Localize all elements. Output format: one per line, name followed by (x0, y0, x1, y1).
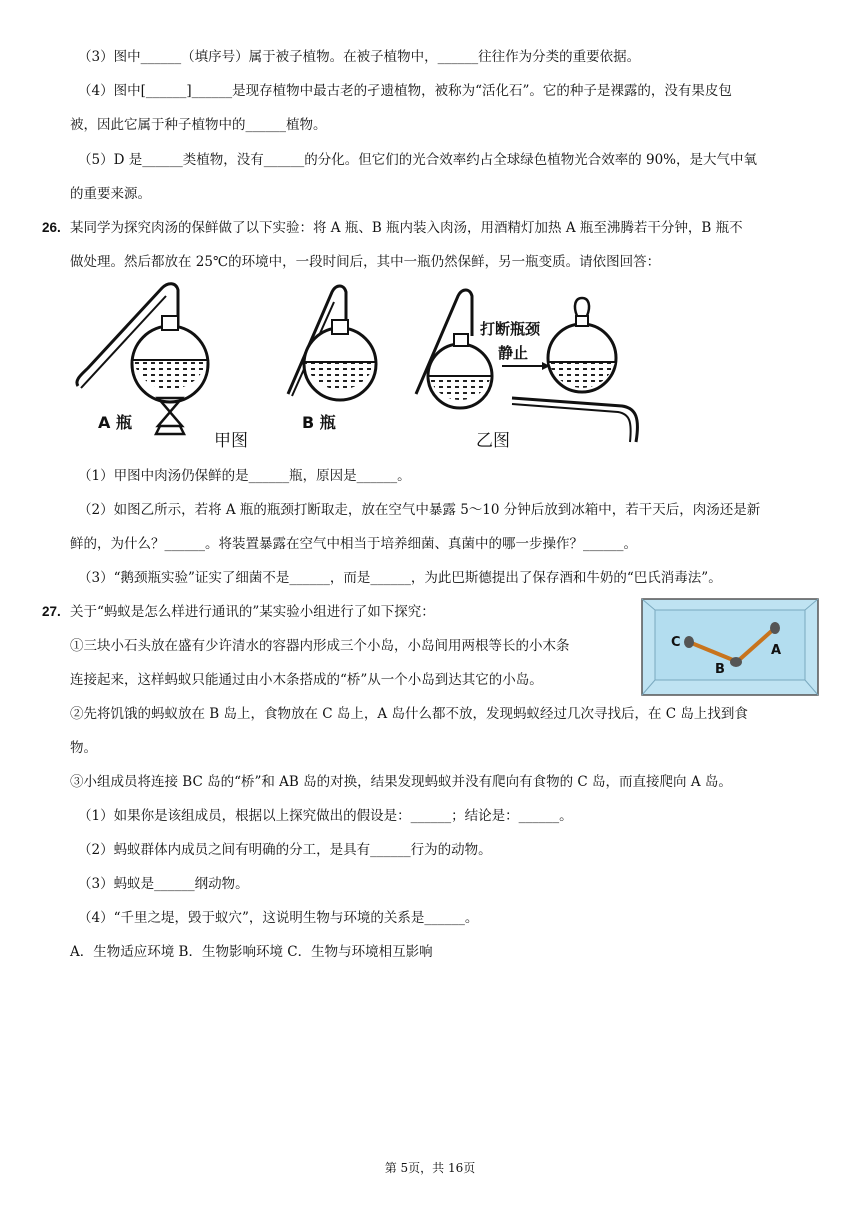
island-a (770, 622, 780, 634)
flask-b (288, 286, 376, 400)
arrow-label-line1: 打断瓶颈 (480, 320, 541, 338)
caption-jia-figure: 甲图 (214, 431, 248, 450)
label-flask-a: A 瓶 (98, 413, 132, 432)
q27-part1: （1）如果你是该组成员，根据以上探究做出的假设是：______；结论是：______。 (78, 808, 573, 824)
q26-part2-line1: （2）如图乙所示，若将 A 瓶的瓶颈打断取走，放在空气中暴露 5～10 分钟后放到冰箱中，若干天后，肉汤还是新 (78, 502, 761, 518)
q25-part4-line2: 被，因此它属于种子植物中的______植物。 (70, 117, 327, 133)
q27-stem: 关于“蚂蚁是怎么样进行通讯的”某实验小组进行了如下探究： (70, 604, 435, 620)
flask-yi-before (416, 290, 492, 408)
q26-number: 26. (42, 220, 61, 235)
q27-part2: （2）蚂蚁群体内成员之间有明确的分工，是具有______行为的动物。 (78, 842, 492, 858)
q27-step1-line2: 连接起来，这样蚂蚁只能通过由小木条搭成的“桥”从一个小岛到达其它的小岛。 (70, 672, 543, 688)
q27-step2-line1: ②先将饥饿的蚂蚁放在 B 岛上，食物放在 C 岛上，A 岛什么都不放，发现蚂蚁经过几次寻找后，在 C 岛上找到食 (70, 706, 748, 722)
q27-part3: （3）蚂蚁是______纲动物。 (78, 876, 249, 892)
q26-part2-line2: 鲜的，为什么？______。将装置暴露在空气中相当于培养细菌、真菌中的哪一步操作？______。 (70, 536, 637, 552)
q25-part5-line1: （5）D 是______类植物，没有______的分化。但它们的光合效率约占全球绿色植物光合效率的 90%，是大气中氧 (78, 152, 757, 168)
q26-stem-line2: 做处理。然后都放在 25℃的环境中，一段时间后，其中一瓶仍然保鲜，另一瓶变质。请依图回答： (70, 254, 661, 270)
page-footer: 第 5页，共 16页 (384, 1161, 476, 1175)
island-c (684, 636, 694, 648)
q26-stem-line1: 某同学为探究肉汤的保鲜做了以下实验：将 A 瓶、B 瓶内装入肉汤，用酒精灯加热 A 瓶至沸腾若干分钟，B 瓶不 (70, 220, 743, 236)
q26-part1: （1）甲图中肉汤仍保鲜的是______瓶，原因是______。 (78, 468, 411, 484)
q27-step1-line1: ①三块小石头放在盛有少许清水的容器内形成三个小岛，小岛间用两根等长的小木条 (70, 638, 570, 654)
q27-options: A．生物适应环境 B．生物影响环境 C．生物与环境相互影响 (70, 944, 433, 960)
q27-step3: ③小组成员将连接 BC 岛的“桥”和 AB 岛的对换，结果发现蚂蚁并没有爬向有食物的 C 岛，而直接爬向 A 岛。 (70, 774, 732, 790)
caption-yi-figure: 乙图 (476, 431, 510, 450)
q27-number: 27. (42, 604, 61, 619)
ant-island-figure (641, 598, 819, 696)
ant-island-svg (641, 598, 819, 696)
island-label-a: A (771, 643, 782, 658)
q27-step2-line2: 物。 (70, 740, 97, 756)
island-label-c: C (671, 635, 681, 650)
q25-part5-line2: 的重要来源。 (70, 186, 151, 202)
q26-part3: （3）“鹅颈瓶实验”证实了细菌不是______，而是______，为此巴斯德提出了保存酒和牛奶的“巴氏消毒法”。 (78, 570, 722, 586)
island-b (730, 657, 742, 667)
arrow-label-line2: 静止 (498, 344, 529, 362)
flask-figure (70, 276, 650, 456)
flask-figure-svg (70, 276, 650, 456)
q25-part3: （3）图中______（填序号）属于被子植物。在被子植物中，______往往作为分类的重要依据。 (78, 49, 641, 65)
island-label-b: B (715, 662, 725, 677)
q25-part4-line1: （4）图中[______]______是现存植物中最古老的孑遗植物，被称为“活化石”。它的种子是裸露的，没有果皮包 (78, 83, 732, 99)
q27-part4: （4）“千里之堤，毁于蚁穴”，这说明生物与环境的关系是______。 (78, 910, 479, 926)
flask-a (77, 284, 208, 434)
flask-yi-after (548, 298, 616, 392)
label-flask-b: B 瓶 (302, 413, 336, 432)
